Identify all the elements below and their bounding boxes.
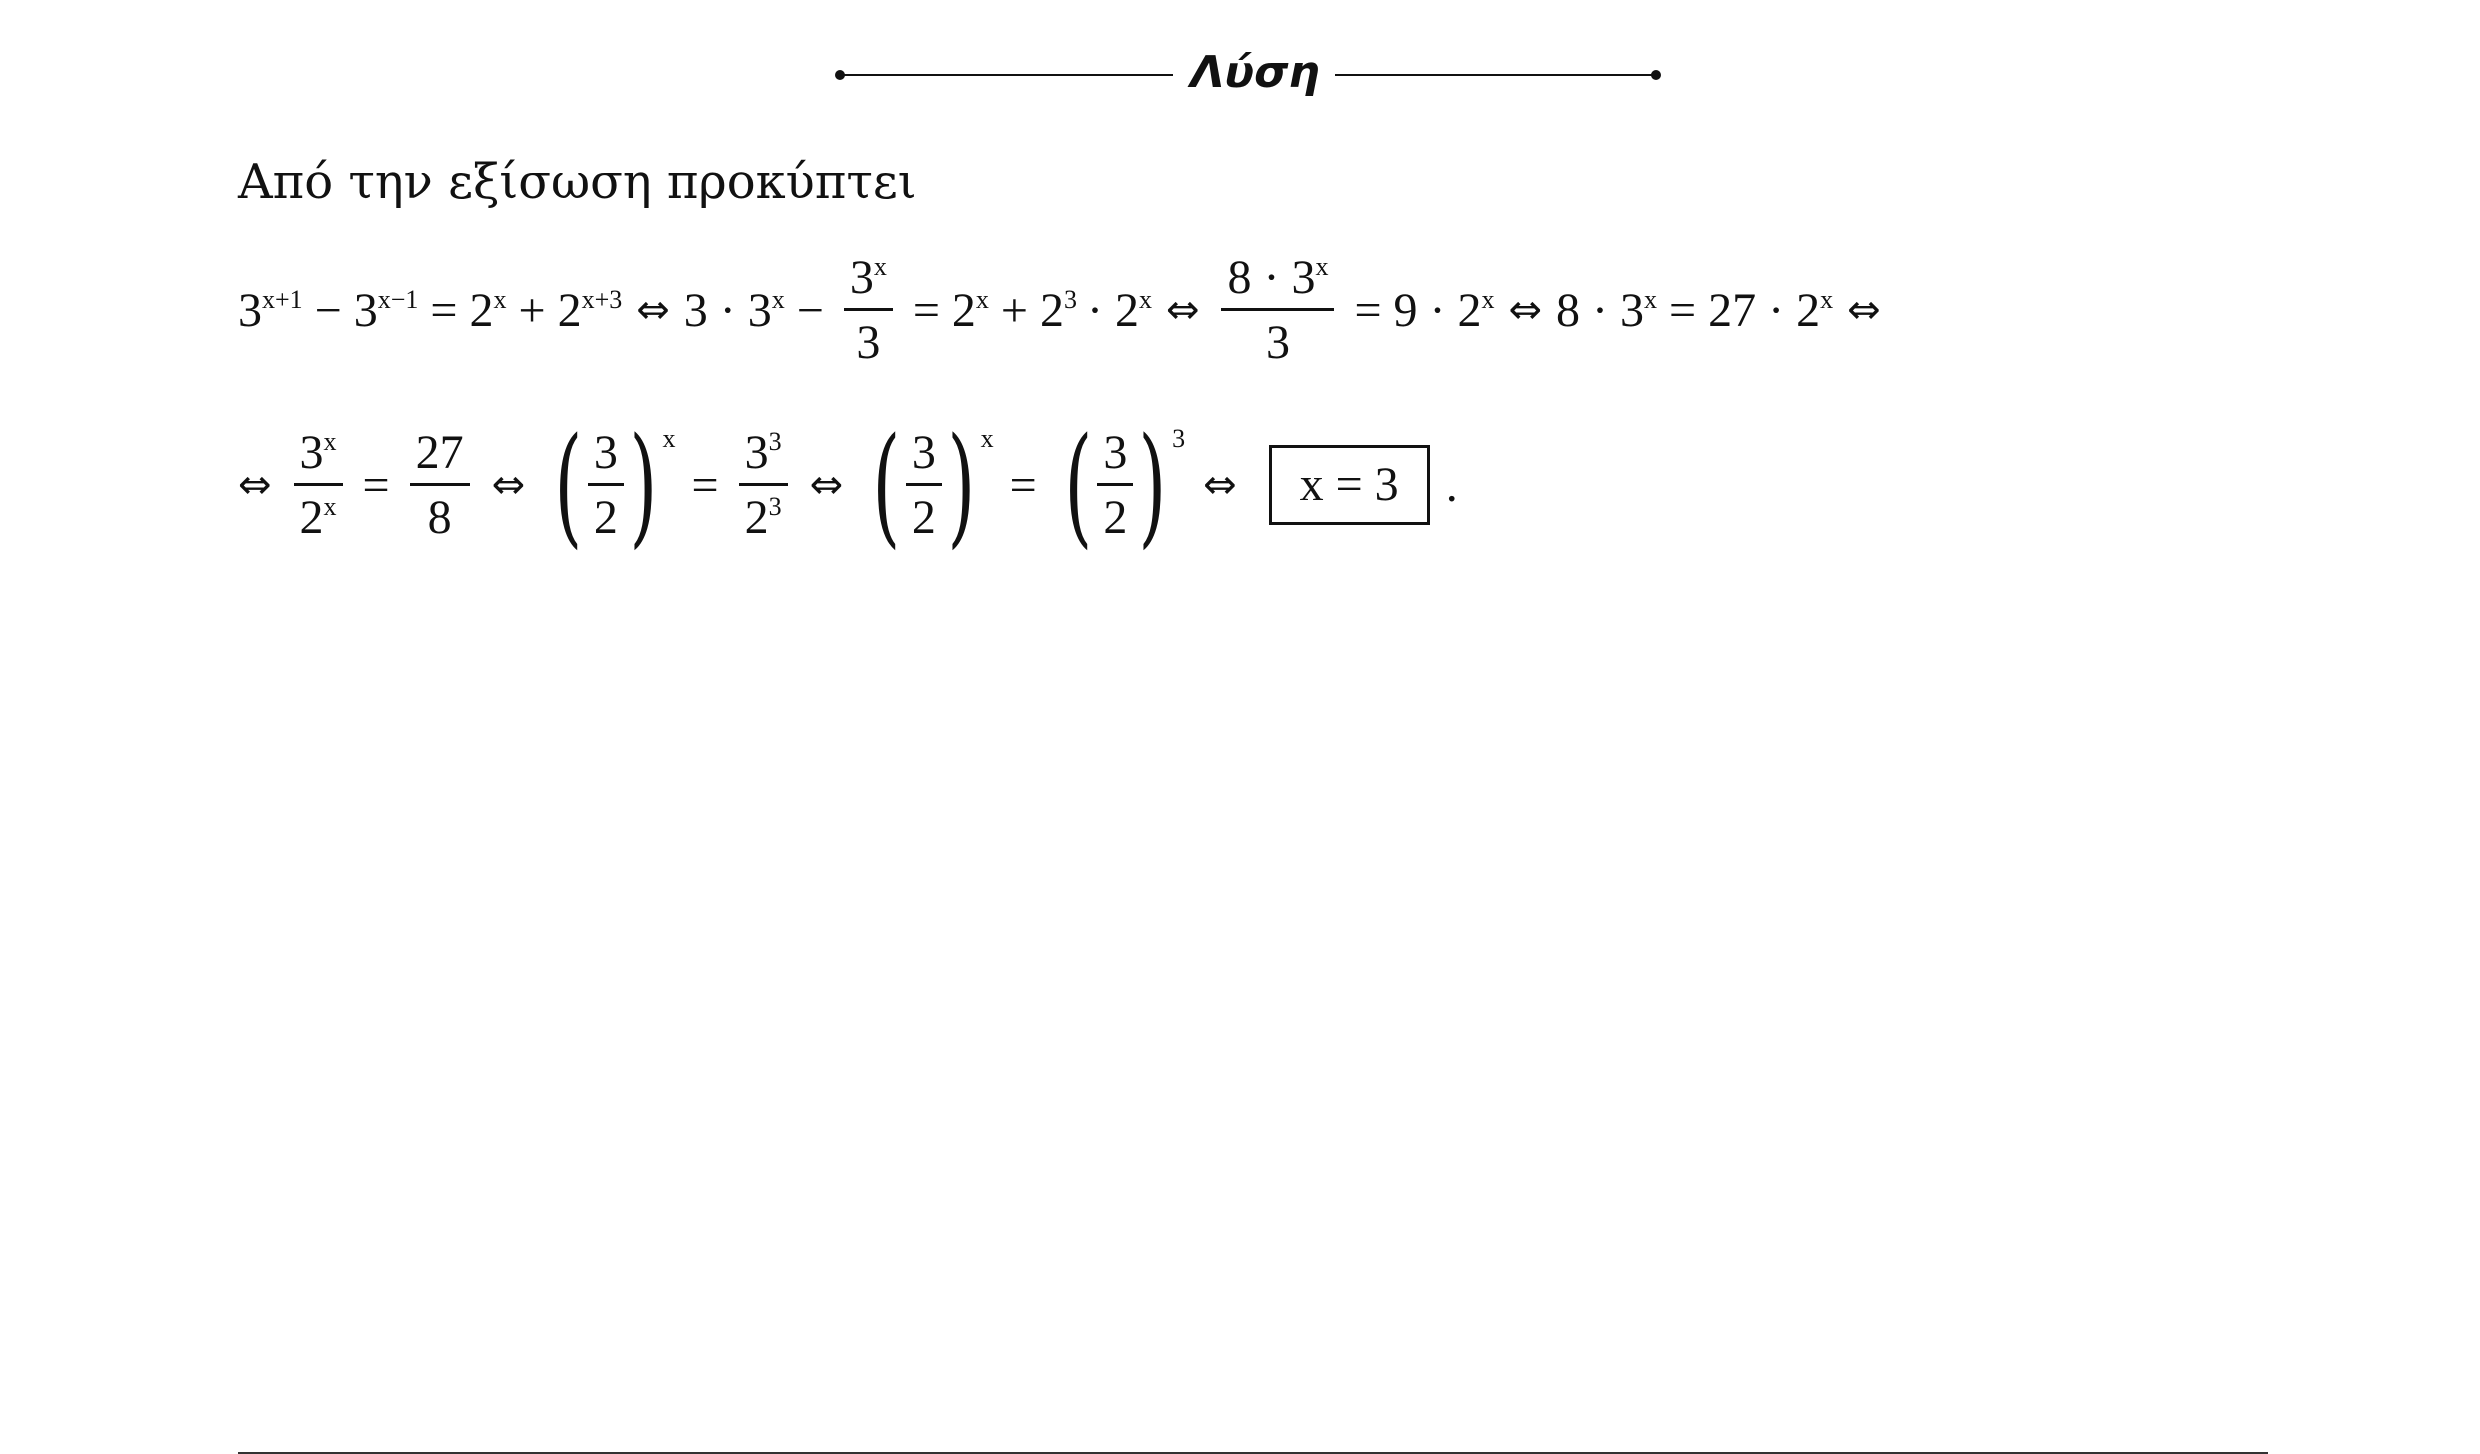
iff-arrow: ⇔ [1508, 287, 1543, 333]
plus-sign: + [518, 283, 546, 337]
equals-sign: = [691, 458, 719, 512]
fraction-numerator: $3^3$ [744, 425, 782, 479]
iff-arrow: ⇔ [1165, 287, 1200, 333]
fraction-denominator: 2$^x$ [294, 483, 343, 544]
fraction-denominator: 2 [906, 483, 942, 544]
heading-left-rule [843, 74, 1173, 76]
term: $3 \cdot 3^x$ [683, 283, 785, 337]
fraction-numerator: 3$^x$ [849, 250, 887, 304]
fraction-numerator: 3 [1103, 425, 1128, 479]
equation-line-2 [238, 405, 1458, 565]
fraction-denominator: 8 [410, 483, 470, 544]
iff-arrow: ⇔ [1203, 462, 1237, 508]
minus-sign: − [314, 283, 342, 337]
exponent: 3 [1172, 424, 1186, 453]
fraction-numerator: $8 \cdot 3^x$ [1227, 250, 1329, 304]
iff-arrow: ⇔ [238, 462, 272, 508]
fraction-denominator: 3 [844, 308, 893, 369]
equation-line-1 [238, 245, 1895, 375]
fraction [844, 252, 893, 369]
fraction-numerator: 3 [593, 425, 618, 479]
minus-sign: − [796, 283, 824, 337]
fraction-denominator: 2 [588, 483, 624, 544]
equals-sign: = [1354, 283, 1382, 337]
fraction-numerator: 3$^x$ [299, 425, 337, 479]
fraction [906, 427, 942, 544]
solution-heading [835, 38, 1665, 108]
heading-right-dot [1651, 70, 1661, 80]
fraction [588, 427, 624, 544]
term: $2^{x+3}$ [557, 283, 623, 337]
term: $9 \cdot 2^x$ [1393, 283, 1495, 337]
fraction [739, 427, 788, 544]
parenthesized-fraction [861, 409, 994, 561]
parenthesized-fraction [1053, 409, 1186, 561]
term: 2$^x$ [951, 283, 989, 337]
iff-arrow: ⇔ [1847, 287, 1881, 333]
term: $3^{x+1}$ [238, 283, 303, 337]
equals-sign: = [430, 283, 458, 337]
term: · $2^x$ [1086, 283, 1152, 337]
fraction-numerator: 3 [911, 425, 936, 479]
exponent: x [980, 424, 994, 453]
parenthesized-fraction [543, 409, 676, 561]
iff-arrow: ⇔ [491, 462, 526, 508]
term: $27 \cdot 2^x$ [1708, 283, 1834, 337]
fraction [294, 427, 343, 544]
heading-right-rule [1335, 74, 1655, 76]
equals-sign: = [912, 283, 940, 337]
plus-sign: + [1000, 283, 1028, 337]
intro-text: Από την εξίσωση προκύπτει [238, 154, 917, 210]
heading-title: Λύση [1190, 47, 1320, 98]
iff-arrow: ⇔ [809, 462, 844, 508]
right-paren: ) [1138, 409, 1167, 561]
term: $8 \cdot 3^x$ [1556, 283, 1658, 337]
fraction-numerator: 27 [415, 425, 464, 479]
term: $2^3$ [1039, 283, 1077, 337]
left-paren: ( [554, 409, 583, 561]
answer-box: x = 3 [1269, 445, 1430, 525]
equals-sign: = [1669, 283, 1697, 337]
right-paren: ) [629, 409, 658, 561]
fraction [1221, 252, 1334, 369]
exponent: x [662, 424, 676, 453]
term: $3^{x-1}$ [353, 283, 419, 337]
fraction-denominator: $2^3$ [739, 483, 788, 544]
fraction [1097, 427, 1133, 544]
left-paren: ( [1064, 409, 1092, 561]
fraction [410, 427, 470, 544]
left-paren: ( [872, 409, 901, 561]
fraction-denominator: 3 [1221, 308, 1334, 369]
term: 2$^x$ [469, 283, 507, 337]
period: . [1445, 458, 1458, 512]
equals-sign: = [362, 458, 390, 512]
right-paren: ) [947, 409, 976, 561]
equals-sign: = [1009, 458, 1037, 512]
fraction-denominator: 2 [1097, 483, 1133, 544]
iff-arrow: ⇔ [636, 287, 670, 333]
